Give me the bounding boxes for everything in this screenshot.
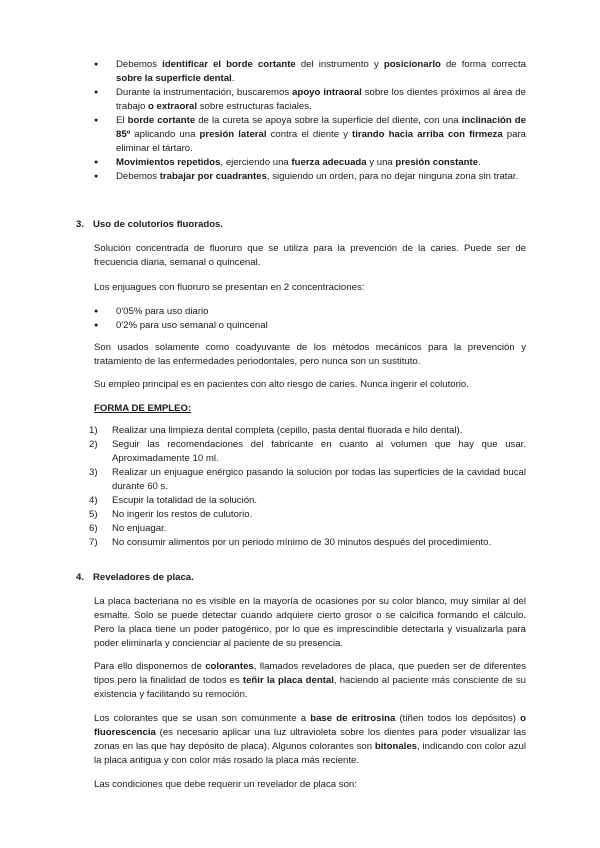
text-run: de la cureta se apoya sobre la superficie del diente, con una bbox=[195, 115, 462, 126]
bold-text: bitonales bbox=[374, 741, 418, 752]
bold-text: Movimientos repetidos bbox=[116, 157, 221, 168]
text-run: , indicando con color azul la placa antigua y con color más rosado la placa más reciente. bbox=[94, 741, 526, 766]
bold-text: trabajar por cuadrantes bbox=[159, 171, 267, 182]
text-run: para eliminar el tártaro. bbox=[116, 129, 526, 154]
text-run: , siguiendo un orden, para no dejar ninguna zona sin tratar. bbox=[266, 171, 519, 182]
text-run: El bbox=[116, 115, 128, 126]
text-run: (es necesario aplicar una luz ultravioleta sobre los dientes para poder visualizar las zonas en las que hay depósito de placa). Algunos colorantes son bbox=[94, 727, 526, 752]
text-run: Los colorantes que se usan son comúnmente a bbox=[94, 713, 311, 724]
step-number: 7) bbox=[89, 537, 98, 548]
bold-text: o extraoral bbox=[148, 101, 198, 112]
step-item bbox=[89, 466, 526, 494]
text-run: Para ello disponemos de bbox=[94, 661, 206, 672]
bold-text: tirando hacia arriba con firmeza bbox=[352, 129, 503, 140]
section-number: 3. bbox=[76, 219, 85, 230]
list-item: ● 0'2% para uso semanal o quincenal bbox=[94, 319, 514, 333]
usage-steps bbox=[89, 424, 526, 550]
step-text: Realizar una limpieza dental completa (cepillo, pasta dental fluorada e hilo dental). bbox=[112, 425, 463, 436]
text-run: sobre los dientes próximos al área de trabajo bbox=[116, 87, 526, 112]
paragraph bbox=[94, 660, 526, 702]
paragraph: Solución concentrada de fluoruro que se utiliza para la prevención de la caries. Puede ser de frecuencia diaria, semanal o quincenal. bbox=[94, 243, 526, 268]
text-run: Debemos bbox=[116, 59, 163, 70]
step-item bbox=[89, 508, 526, 522]
bold-text: inclinación de 85º bbox=[116, 115, 526, 140]
text-run: . bbox=[478, 157, 481, 168]
step-number: 6) bbox=[89, 523, 98, 534]
bold-text: fuerza adecuada bbox=[291, 157, 367, 168]
paragraph: Las condiciones que debe requerir un revelador de placa son: bbox=[94, 779, 357, 790]
text-run: sobre estructuras faciales. bbox=[197, 101, 312, 112]
bold-text: colorantes bbox=[205, 661, 254, 672]
bold-text: o fluorescencia bbox=[94, 713, 526, 738]
section-title: Reveladores de placa. bbox=[93, 572, 194, 583]
text-run: , ejerciendo una bbox=[220, 157, 292, 168]
step-text: No consumir alimentos por un periodo mínimo de 30 minutos después del procedimiento. bbox=[112, 537, 492, 548]
bold-text: presión constante bbox=[395, 157, 479, 168]
paragraph: Los enjuagues con fluoruro se presentan en 2 concentraciones: bbox=[94, 282, 365, 293]
step-text: Escupir la totalidad de la solución. bbox=[112, 495, 258, 506]
bold-text: sobre la superficie dental bbox=[116, 73, 232, 84]
paragraph: La placa bacteriana no es visible en la mayoría de ocasiones por su color blanco, muy similar al del esmalte. Solo se puede detectar cuando adquiere cierto grosor o se calcifica formando el cálculo. Pero la placa tiene un poder patogénico, por lo que es imprescindible detectarla y visualizarla para poder eliminarla y concienciar al paciente de su presencia. bbox=[94, 596, 526, 649]
text-run: del instrumento y bbox=[295, 59, 384, 70]
bold-text: presión lateral bbox=[199, 129, 267, 140]
paragraph bbox=[94, 712, 526, 768]
text-run: (tiñen todos los depósitos) bbox=[395, 713, 521, 724]
section-number: 4. bbox=[76, 572, 85, 583]
text-run: Durante la instrumentación, buscaremos bbox=[116, 87, 293, 98]
text-run: y una bbox=[366, 157, 396, 168]
step-number: 1) bbox=[89, 425, 98, 436]
bullet-item bbox=[94, 156, 526, 170]
paragraph: Su empleo principal es en pacientes con alto riesgo de caries. Nunca ingerir el colutorio. bbox=[94, 379, 469, 390]
text-run: , haciendo al paciente más consciente de su existencia y facilitando su remoción. bbox=[94, 675, 526, 700]
bold-text: teñir la placa dental bbox=[242, 675, 334, 686]
text-run: Debemos bbox=[116, 171, 160, 182]
bold-text: borde cortante bbox=[127, 115, 196, 126]
step-number: 5) bbox=[89, 509, 98, 520]
step-item bbox=[89, 424, 526, 438]
step-item bbox=[89, 522, 526, 536]
bold-text: identificar el borde cortante bbox=[162, 59, 296, 70]
bullet-item bbox=[94, 86, 526, 114]
list-item: ● 0'05% para uso diario bbox=[94, 305, 514, 319]
step-item bbox=[89, 494, 526, 508]
text-run: . bbox=[231, 73, 235, 84]
text-run: , llamados reveladores de placa, que pueden ser de diferentes tipos pero la finalidad de todos es bbox=[94, 661, 526, 686]
section-3-heading bbox=[76, 218, 223, 232]
bold-text: posicionarlo bbox=[383, 59, 441, 70]
step-text: Seguir las recomendaciones del fabricante en cuanto al volumen que hay que usar. Aproximadamente 10 ml. bbox=[112, 439, 526, 464]
text-run: de forma correcta bbox=[440, 59, 526, 70]
bullet-item bbox=[94, 114, 526, 156]
step-number: 3) bbox=[89, 467, 98, 478]
paragraph: Son usados solamente como coadyuvante de los métodos mecánicos para la prevención y tratamiento de las enfermedades periodontales, pero nunca son un sustituto. bbox=[94, 342, 526, 367]
bold-text: base de eritrosina bbox=[310, 713, 396, 724]
text-run: contra el diente y bbox=[266, 129, 352, 140]
bullet-item bbox=[94, 170, 526, 184]
step-item bbox=[89, 536, 526, 550]
concentration-list bbox=[94, 305, 514, 333]
step-text: Realizar un enjuague enérgico pasando la solución por todas las superficies de la cavidad bucal durante 60 s. bbox=[112, 467, 526, 492]
section-4-heading bbox=[76, 571, 194, 585]
step-text: No ingerir los restos de culutorio. bbox=[112, 509, 253, 520]
step-number: 2) bbox=[89, 439, 98, 450]
usage-subheading: FORMA DE EMPLEO: bbox=[94, 403, 192, 414]
step-number: 4) bbox=[89, 495, 98, 506]
text-run: aplicando una bbox=[130, 129, 200, 140]
section-title: Uso de colutorios fluorados. bbox=[93, 219, 224, 230]
step-item bbox=[89, 438, 526, 466]
step-text: No enjuagar. bbox=[112, 523, 167, 534]
instrumentation-bullets bbox=[94, 58, 526, 184]
bullet-item bbox=[94, 58, 526, 86]
bold-text: apoyo intraoral bbox=[292, 87, 362, 98]
